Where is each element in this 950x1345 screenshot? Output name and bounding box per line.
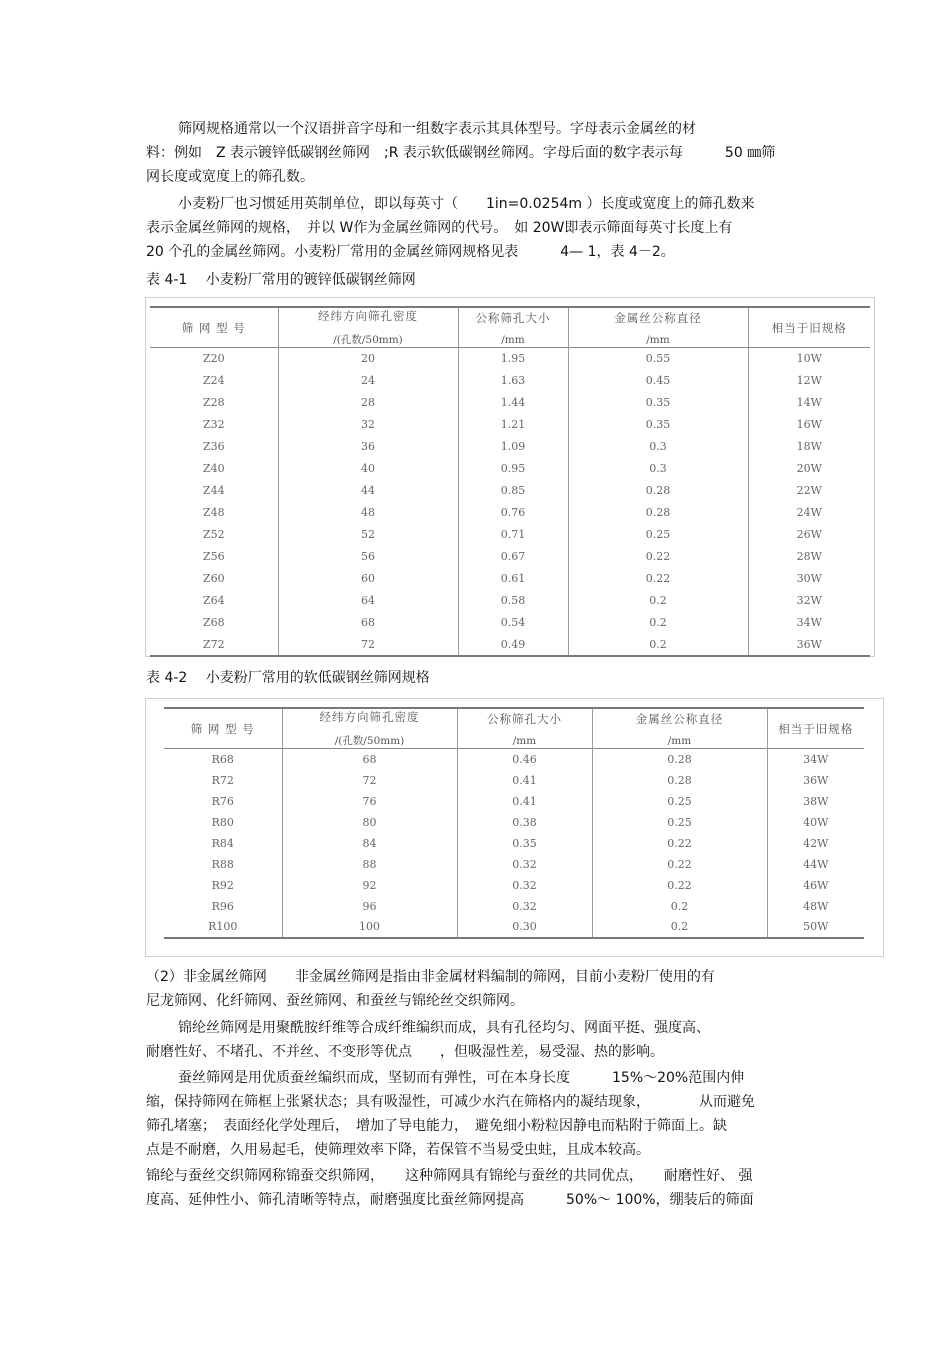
intro-line-1: 筛网规格通常以一个汉语拼音字母和一组数字表示其具体型号。字母表示金属丝的材	[178, 121, 696, 137]
table1-cell: 60	[278, 568, 458, 590]
body-line-1: （2）非金属丝筛网 非金属丝筛网是指由非金属材料编制的筛网，目前小麦粉厂使用的有	[146, 969, 715, 985]
table2-row	[164, 833, 864, 854]
table2-cell: 96	[282, 896, 457, 917]
table1-cell: 64	[278, 590, 458, 612]
table1-cell: 0.2	[568, 634, 748, 656]
table2-cell: 88	[282, 854, 457, 875]
table2-cell: 0.28	[592, 770, 767, 791]
table1-cell: 16W	[796, 418, 822, 431]
table1-cell: 0.54	[458, 612, 568, 634]
table2-caption: 表 4-2 小麦粉厂常用的软低碳钢丝筛网规格	[146, 670, 430, 686]
table2-cell: 100	[282, 917, 457, 938]
table2-cell: R80	[164, 812, 282, 833]
body-line-9: 锦纶与蚕丝交织筛网称锦蚕交织筛网， 这种筛网具有锦纶与蚕丝的共同优点， 耐磨性好、 强	[146, 1168, 753, 1184]
table2-cell: 0.22	[592, 875, 767, 896]
table2-header-aperture: 公称筛孔大小 /mm	[457, 708, 592, 749]
table2-cell: 0.41	[457, 770, 592, 791]
table1-image-frame	[145, 297, 875, 657]
table1-cell: 20	[278, 348, 458, 370]
table1-header-old-spec: 相当于旧规格	[771, 320, 847, 335]
table1-cell: 44	[278, 480, 458, 502]
body-line-4: 耐磨性好、不堵孔、不并丝、不变形等优点 ，但吸湿性差，易受湿、热的影响。	[146, 1044, 664, 1060]
table1-row	[150, 590, 870, 612]
intro-line-2: 料：例如 Z 表示镀锌低碳钢丝筛网 ;R 表示软低碳钢丝筛网。字母后面的数字表示每 50 ㎜筛	[146, 145, 776, 161]
table2-cell: 0.32	[457, 854, 592, 875]
table2-cell: 92	[282, 875, 457, 896]
table1-cell: Z44	[150, 480, 278, 502]
table1-cell: 0.61	[458, 568, 568, 590]
table1-cell: Z68	[150, 612, 278, 634]
table1-cell: 52	[278, 524, 458, 546]
table1-cell: 68	[278, 612, 458, 634]
table1-header-wire-diameter: 金属丝公称直径 /mm	[568, 307, 748, 348]
table2-cell: R96	[164, 896, 282, 917]
table1-cell: Z32	[150, 414, 278, 436]
table1-cell: 0.35	[568, 414, 748, 436]
table2-cell: R92	[164, 875, 282, 896]
table2-cell: 0.41	[457, 791, 592, 812]
table2-row	[164, 791, 864, 812]
table1-cell: 56	[278, 546, 458, 568]
table2-cell: 40W	[803, 815, 829, 829]
table1-cell: 48	[278, 502, 458, 524]
table1-cell: Z28	[150, 392, 278, 414]
table1-row	[150, 458, 870, 480]
table1-cell: Z36	[150, 436, 278, 458]
table2-cell: 44W	[803, 857, 829, 871]
table2-cell: R84	[164, 833, 282, 854]
intro-line-4: 小麦粉厂也习惯延用英制单位，即以每英寸（ 1in=0.0254m ）长度或宽度上的筛孔数来	[178, 196, 755, 212]
table2-row	[164, 770, 864, 791]
table1-row	[150, 348, 870, 370]
table1-row	[150, 546, 870, 568]
table1-header-row	[150, 307, 870, 348]
table1-cell: 32	[278, 414, 458, 436]
table2-cell: 0.25	[592, 791, 767, 812]
table1-header-model: 筛 网 型 号	[150, 307, 278, 348]
table2-row	[164, 917, 864, 938]
table1-cell: 0.71	[458, 524, 568, 546]
table2-header-old-spec: 相当于旧规格	[778, 721, 854, 736]
table2-image-frame	[145, 698, 884, 957]
table1-cell: 24	[278, 370, 458, 392]
table2-header-row	[164, 708, 864, 749]
table2-row	[164, 875, 864, 896]
table2-cell: 0.22	[592, 854, 767, 875]
body-line-3: 锦纶丝筛网是用聚酰胺纤维等合成纤维编织而成，具有孔径均匀、网面平挺、强度高、	[178, 1020, 710, 1036]
table1-row	[150, 436, 870, 458]
table2	[164, 707, 864, 939]
table2-cell: 0.2	[592, 917, 767, 938]
table2-cell: 0.25	[592, 812, 767, 833]
table1-cell: 1.63	[458, 370, 568, 392]
table1-cell: Z48	[150, 502, 278, 524]
table1-cell: Z24	[150, 370, 278, 392]
table2-cell: 72	[282, 770, 457, 791]
table1-row	[150, 568, 870, 590]
table1	[150, 306, 870, 657]
table1-cell: 22W	[796, 484, 822, 497]
table1-cell: Z56	[150, 546, 278, 568]
table1-cell: 18W	[796, 440, 822, 453]
table2-cell: 0.46	[457, 749, 592, 770]
table2-cell: 50W	[803, 920, 829, 933]
table1-cell: 0.28	[568, 502, 748, 524]
table1-cell: 14W	[796, 396, 822, 409]
table1-cell: 26W	[796, 528, 822, 541]
table2-cell: 36W	[803, 773, 829, 787]
table1-cell: 24W	[796, 506, 822, 519]
table2-cell: 68	[282, 749, 457, 770]
table2-cell: R100	[164, 917, 282, 938]
table1-row	[150, 634, 870, 656]
table2-cell: 0.32	[457, 896, 592, 917]
table1-cell: 1.44	[458, 392, 568, 414]
table1-cell: 0.85	[458, 480, 568, 502]
table2-header-density: 经纬方向筛孔密度 /(孔数/50mm)	[282, 708, 457, 749]
table1-row	[150, 612, 870, 634]
table2-cell: R72	[164, 770, 282, 791]
table1-cell: 0.3	[568, 458, 748, 480]
table2-cell: 0.38	[457, 812, 592, 833]
table2-cell: 0.2	[592, 896, 767, 917]
table1-cell: 0.67	[458, 546, 568, 568]
intro-line-3: 网长度或宽度上的筛孔数。	[146, 169, 314, 185]
table1-cell: 0.3	[568, 436, 748, 458]
table1-row	[150, 502, 870, 524]
table1-cell: 0.22	[568, 546, 748, 568]
table1-cell: 0.95	[458, 458, 568, 480]
table2-cell: 0.22	[592, 833, 767, 854]
table2-cell: R88	[164, 854, 282, 875]
table1-row	[150, 524, 870, 546]
table1-cell: Z64	[150, 590, 278, 612]
table2-cell: 76	[282, 791, 457, 812]
table1-cell: 0.25	[568, 524, 748, 546]
table1-cell: 0.2	[568, 590, 748, 612]
table1-cell: 10W	[796, 352, 822, 366]
table1-cell: 1.09	[458, 436, 568, 458]
table1-row	[150, 480, 870, 502]
table1-row	[150, 370, 870, 392]
table1-cell: 0.35	[568, 392, 748, 414]
table1-cell: 30W	[796, 572, 822, 585]
table2-cell: 0.35	[457, 833, 592, 854]
table1-cell: 0.45	[568, 370, 748, 392]
table1-cell: Z72	[150, 634, 278, 656]
table1-header-aperture: 公称筛孔大小 /mm	[458, 307, 568, 348]
table2-row	[164, 749, 864, 770]
body-line-8: 点是不耐磨，久用易起毛，使筛理效率下降，若保管不当易受虫蛀，且成本较高。	[146, 1142, 650, 1158]
table2-cell: 38W	[803, 794, 829, 808]
table1-cell: 28	[278, 392, 458, 414]
table1-row	[150, 392, 870, 414]
body-line-5: 蚕丝筛网是用优质蚕丝编织而成，坚韧而有弹性，可在本身长度 15%～20%范围内伸	[178, 1070, 745, 1086]
table1-cell: 36	[278, 436, 458, 458]
intro-line-6: 20 个孔的金属丝筛网。小麦粉厂常用的金属丝筛网规格见表 4— 1，表 4－2。	[146, 244, 675, 260]
body-line-7: 筛孔堵塞； 表面经化学处理后， 增加了导电能力， 避免细小粉粒因静电而粘附于筛面上。缺	[146, 1118, 727, 1134]
table1-cell: Z40	[150, 458, 278, 480]
table2-cell: 48W	[803, 899, 829, 913]
table2-cell: 0.28	[592, 749, 767, 770]
table1-cell: 72	[278, 634, 458, 656]
table1-cell: Z52	[150, 524, 278, 546]
table2-cell: 80	[282, 812, 457, 833]
body-line-10: 度高、延伸性小、筛孔清晰等特点，耐磨强度比蚕丝筛网提高 50%～ 100%，绷装后的筛面	[146, 1192, 754, 1208]
table1-cell: 0.76	[458, 502, 568, 524]
table1-cell: 12W	[796, 374, 822, 387]
table2-cell: R76	[164, 791, 282, 812]
body-line-6: 缩，保持筛网在筛框上张紧状态；具有吸湿性，可减少水汽在筛格内的凝结现象， 从而避免	[146, 1094, 755, 1110]
table2-cell: R68	[164, 749, 282, 770]
table2-cell: 34W	[803, 752, 829, 766]
table1-cell: 0.55	[568, 348, 748, 370]
table1-cell: Z60	[150, 568, 278, 590]
table2-row	[164, 812, 864, 833]
table1-cell: 36W	[796, 637, 822, 651]
table1-cell: 28W	[796, 550, 822, 563]
table2-header-model: 筛 网 型 号	[164, 708, 282, 749]
intro-line-5: 表示金属丝筛网的规格， 并以 W作为金属丝筛网的代号。 如 20W即表示筛面每英寸长度上有	[146, 220, 733, 236]
table1-cell: 0.58	[458, 590, 568, 612]
table2-cell: 46W	[803, 878, 829, 892]
table1-cell: 0.49	[458, 634, 568, 656]
table1-cell: 40	[278, 458, 458, 480]
body-line-2: 尼龙筛网、化纤筛网、蚕丝筛网、和蚕丝与锦纶丝交织筛网。	[146, 993, 524, 1009]
table1-cell: 0.2	[568, 612, 748, 634]
table1-cell: 1.95	[458, 348, 568, 370]
table1-cell: 20W	[796, 462, 822, 475]
table2-cell: 0.32	[457, 875, 592, 896]
table1-cell: 1.21	[458, 414, 568, 436]
table2-cell: 84	[282, 833, 457, 854]
table1-cell: 34W	[796, 616, 822, 629]
table2-row	[164, 896, 864, 917]
table1-row	[150, 414, 870, 436]
table2-cell: 0.30	[457, 917, 592, 938]
table2-row	[164, 854, 864, 875]
table1-caption: 表 4-1 小麦粉厂常用的镀锌低碳钢丝筛网	[146, 272, 416, 288]
table1-cell: 0.22	[568, 568, 748, 590]
table2-cell: 42W	[803, 836, 829, 850]
table2-header-wire-diameter: 金属丝公称直径 /mm	[592, 708, 767, 749]
table1-cell: 0.28	[568, 480, 748, 502]
table1-header-density: 经纬方向筛孔密度 /(孔数/50mm)	[278, 307, 458, 348]
table1-cell: Z20	[150, 348, 278, 370]
table1-cell: 32W	[796, 594, 822, 607]
